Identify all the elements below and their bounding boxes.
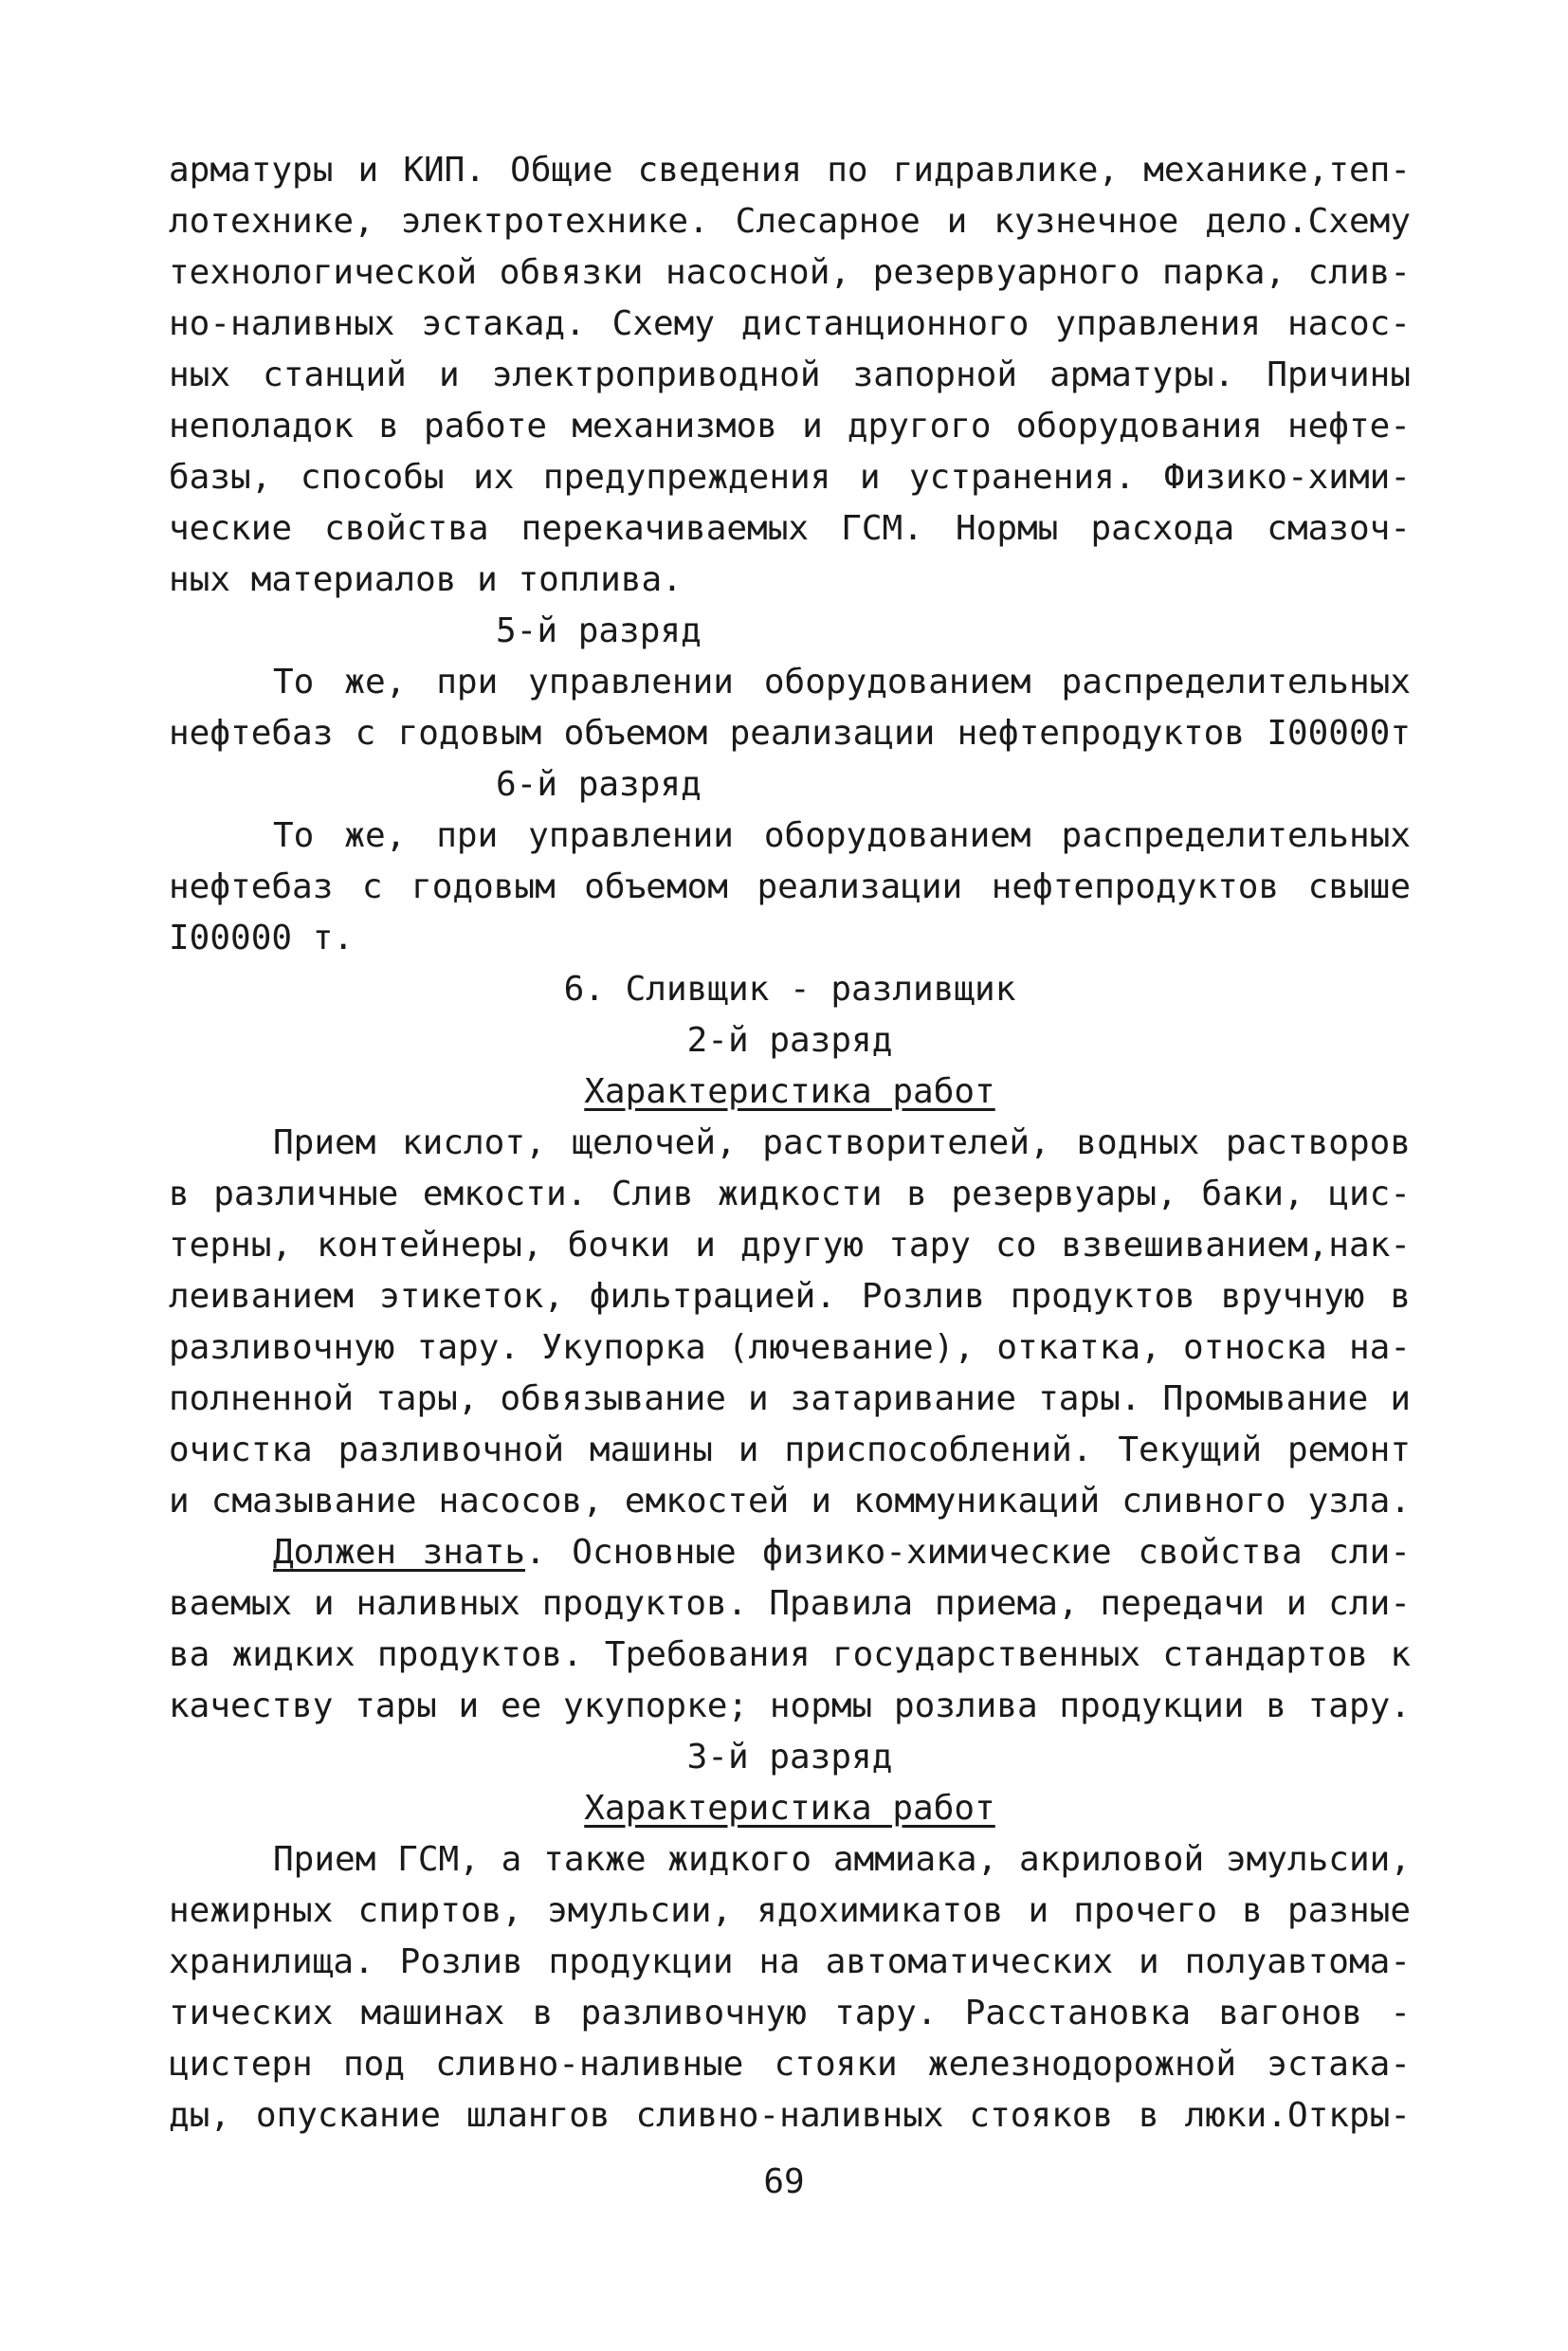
text-line: хранилища. Розлив продукции на автоматических и полуавтома-	[169, 1942, 1411, 1981]
text-line: терны, контейнеры, бочки и другую тару со взвешиванием,нак-	[169, 1226, 1411, 1265]
text-line: базы, способы их предупреждения и устранения. Физико-хими-	[169, 458, 1411, 497]
text-line: арматуры и КИП. Общие сведения по гидравлике, механике,теп-	[169, 151, 1411, 190]
text-line: ческие свойства перекачиваемых ГСМ. Нормы расхода смазоч-	[169, 509, 1411, 548]
characteristics-heading-text: Характеристика работ	[584, 1789, 995, 1828]
grade-heading-text: 3-й разряд	[686, 1738, 893, 1777]
text-line: То же, при управлении оборудованием распределительных	[273, 663, 1411, 702]
text-body	[169, 145, 1411, 2141]
text-line: ды, опускание шлангов сливно-наливных стояков в люки.Откры-	[169, 2096, 1411, 2135]
text-line: То же, при управлении оборудованием распределительных	[273, 816, 1411, 855]
text-line: ных материалов и топлива.	[169, 560, 683, 599]
must-know-label: Должен знать	[273, 1533, 526, 1572]
must-know-text: . Основные физико-химические свойства сли-	[525, 1533, 1411, 1572]
grade-heading-5: 5-й разряд	[496, 611, 702, 650]
text-line: цистерн под сливно-наливные стояки железнодорожной эстака-	[169, 2045, 1411, 2084]
grade-heading-text: 2-й разряд	[686, 1021, 893, 1060]
grade-heading-6: 6-й разряд	[496, 765, 702, 804]
text-line: ваемых и наливных продуктов. Правила приема, передачи и сли-	[169, 1584, 1411, 1623]
text-line: нефтебаз с годовым объемом реализации нефтепродуктов свыше	[169, 867, 1411, 906]
grade-heading-3	[169, 1732, 1411, 1783]
text-line: нежирных спиртов, эмульсии, ядохимикатов и прочего в разные	[169, 1891, 1411, 1930]
text-line: очистка разливочной машины и приспособлений. Текущий ремонт	[169, 1431, 1411, 1469]
characteristics-heading-text: Характеристика работ	[584, 1072, 995, 1111]
text-line: качеству тары и ее укупорке; нормы розлива продукции в тару.	[169, 1686, 1411, 1725]
text-line: I00000 т.	[169, 919, 355, 957]
must-know-line	[169, 1527, 1411, 1578]
text-line: технологической обвязки насосной, резервуарного парка, слив-	[169, 253, 1411, 292]
section-heading-text: 6. Сливщик - разливщик	[563, 970, 1016, 1009]
characteristics-heading	[169, 1783, 1411, 1834]
text-line: в различные емкости. Слив жидкости в резервуары, баки, цис-	[169, 1175, 1411, 1213]
text-line: нефтебаз с годовым объемом реализации нефтепродуктов I00000т	[169, 714, 1411, 753]
text-line: но-наливных эстакад. Схему дистанционного управления насос-	[169, 304, 1411, 343]
text-line: неполадок в работе механизмов и другого оборудования нефте-	[169, 407, 1411, 446]
characteristics-heading	[169, 1066, 1411, 1118]
section-heading	[169, 964, 1411, 1015]
text-line: леиванием этикеток, фильтрацией. Розлив продуктов вручную в	[169, 1277, 1411, 1316]
page-number: 69	[763, 2162, 805, 2201]
grade-heading-2	[169, 1015, 1411, 1066]
text-line: Прием ГСМ, а также жидкого аммиака, акриловой эмульсии,	[273, 1840, 1411, 1879]
text-line: Прием кислот, щелочей, растворителей, водных растворов	[273, 1123, 1411, 1162]
text-line: ных станций и электроприводной запорной арматуры. Причины	[169, 355, 1411, 394]
text-line: тических машинах в разливочную тару. Расстановка вагонов -	[169, 1994, 1411, 2032]
text-line: полненной тары, обвязывание и затаривание тары. Промывание и	[169, 1379, 1411, 1418]
text-line: и смазывание насосов, емкостей и коммуникаций сливного узла.	[169, 1482, 1411, 1521]
text-line: разливочную тару. Укупорка (лючевание), откатка, относка на-	[169, 1328, 1411, 1367]
text-line: ва жидких продуктов. Требования государственных стандартов к	[169, 1635, 1411, 1674]
text-line: лотехнике, электротехнике. Слесарное и кузнечное дело.Схему	[169, 202, 1411, 241]
